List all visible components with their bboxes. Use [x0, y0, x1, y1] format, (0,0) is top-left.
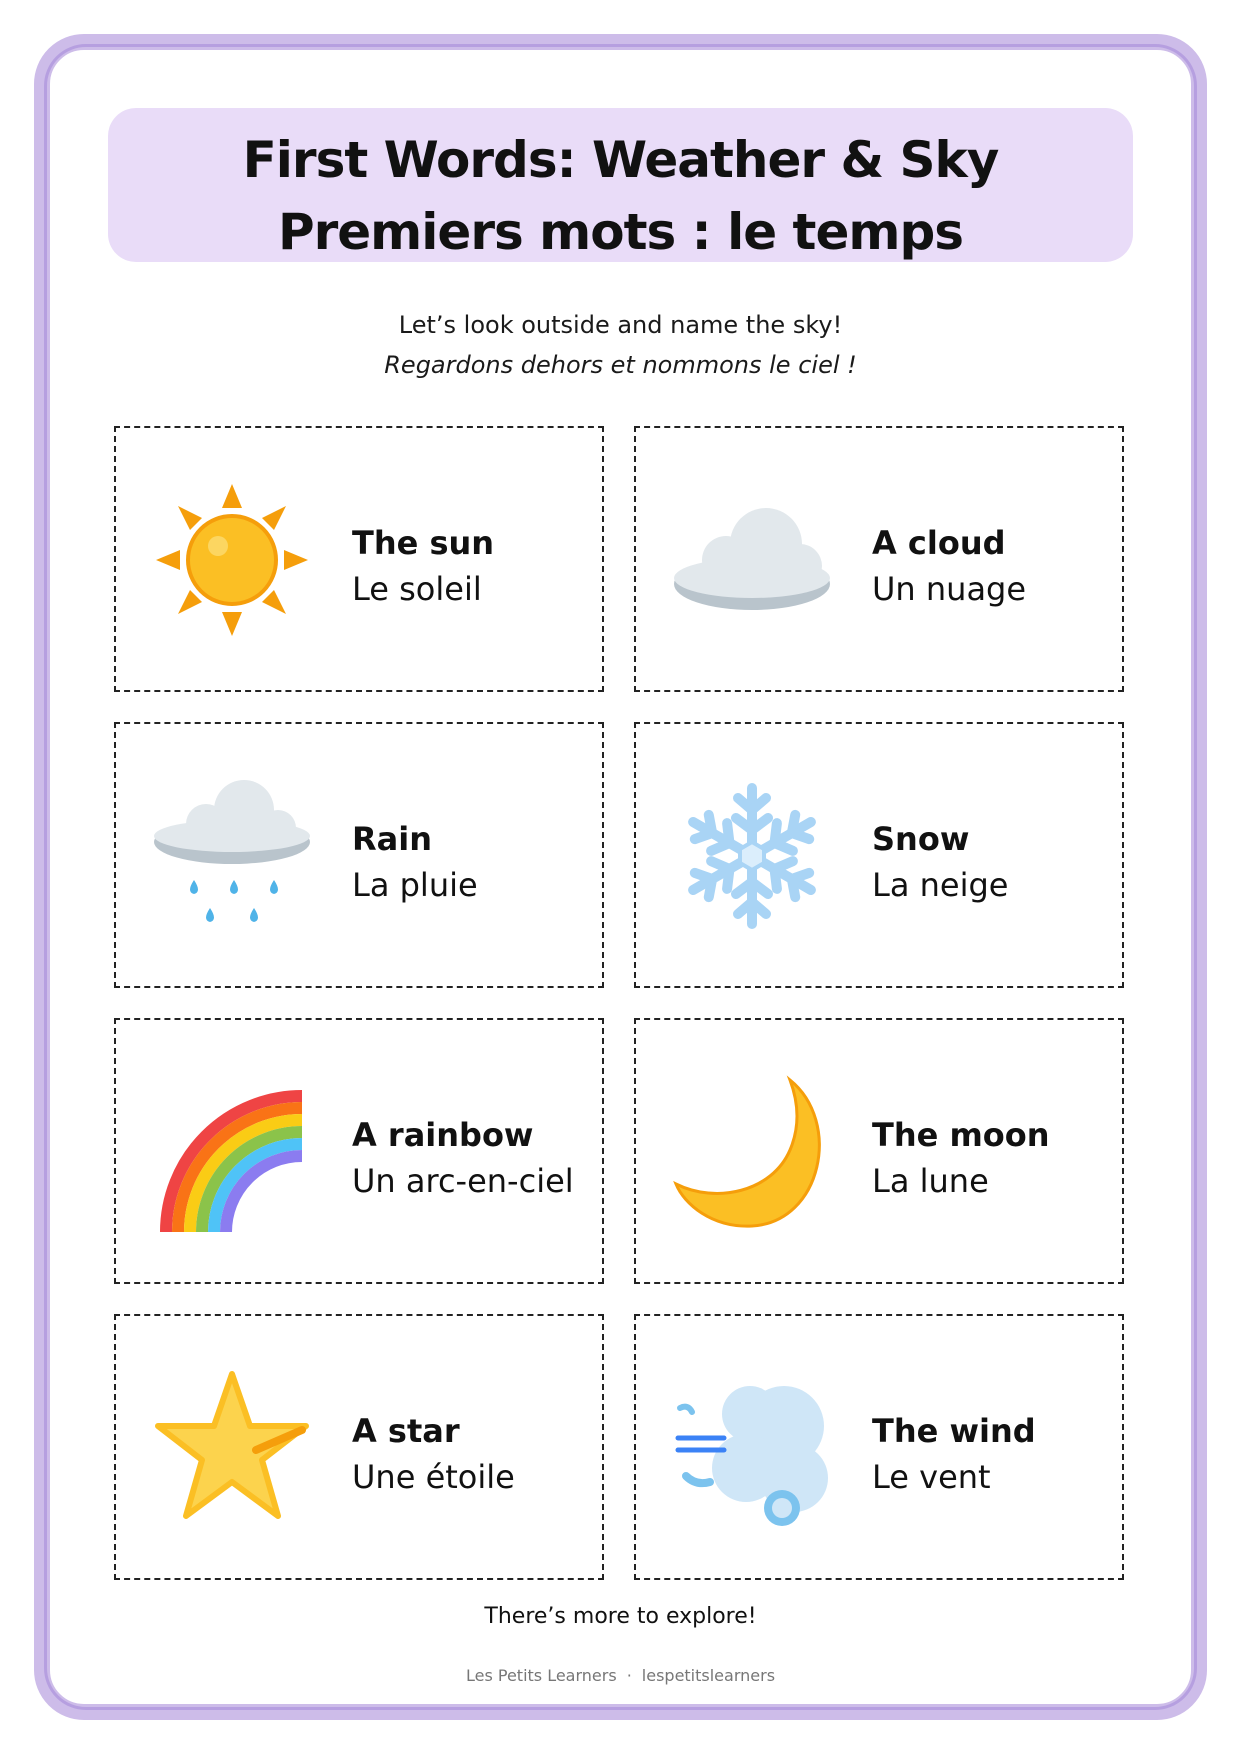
card-english-word: A cloud: [872, 524, 1006, 562]
crescent-moon-icon: [672, 1072, 832, 1232]
card-french-word: La pluie: [352, 866, 478, 904]
sun-icon: [152, 480, 312, 640]
star-icon: [152, 1368, 312, 1528]
card-english-word: Snow: [872, 820, 970, 858]
footer-separator: ·: [626, 1666, 632, 1685]
rainbow-icon: [152, 1072, 312, 1232]
subtitle-english: Let’s look outside and name the sky!: [398, 311, 843, 339]
card-english-word: Rain: [352, 820, 432, 858]
wind-icon: [672, 1368, 832, 1528]
card-cloud: [634, 426, 1124, 692]
rain-cloud-icon: [152, 776, 312, 936]
footer: [0, 1666, 1241, 1685]
card-french-word: La lune: [872, 1162, 989, 1200]
card-english-word: The moon: [872, 1116, 1050, 1154]
card-rainbow: [114, 1018, 604, 1284]
card-french-word: Un arc-en-ciel: [352, 1162, 574, 1200]
card-french-word: Le vent: [872, 1458, 991, 1496]
card-french-word: La neige: [872, 866, 1009, 904]
card-english-word: The sun: [352, 524, 495, 562]
subtitle-french: Regardons dehors et nommons le ciel !: [384, 351, 857, 379]
card-english-word: A star: [352, 1412, 460, 1450]
snowflake-icon: [672, 776, 832, 936]
footer-brand: Les Petits Learners: [465, 1666, 617, 1685]
card-french-word: Un nuage: [872, 570, 1027, 608]
cloud-icon: [672, 480, 832, 640]
title-banner: [108, 108, 1133, 262]
card-moon: [634, 1018, 1124, 1284]
card-wind: [634, 1314, 1124, 1580]
card-rain: [114, 722, 604, 988]
title-english: First Words: Weather & Sky: [242, 131, 999, 189]
card-snow: [634, 722, 1124, 988]
card-english-word: The wind: [872, 1412, 1036, 1450]
footer-handle: lespetitslearners: [641, 1666, 776, 1685]
title-french: Premiers mots : le temps: [277, 203, 964, 261]
explore-message: There’s more to explore!: [484, 1604, 757, 1629]
card-sun: [114, 426, 604, 692]
card-star: [114, 1314, 604, 1580]
card-english-word: A rainbow: [352, 1116, 534, 1154]
card-french-word: Une étoile: [352, 1458, 515, 1496]
card-french-word: Le soleil: [352, 570, 482, 608]
